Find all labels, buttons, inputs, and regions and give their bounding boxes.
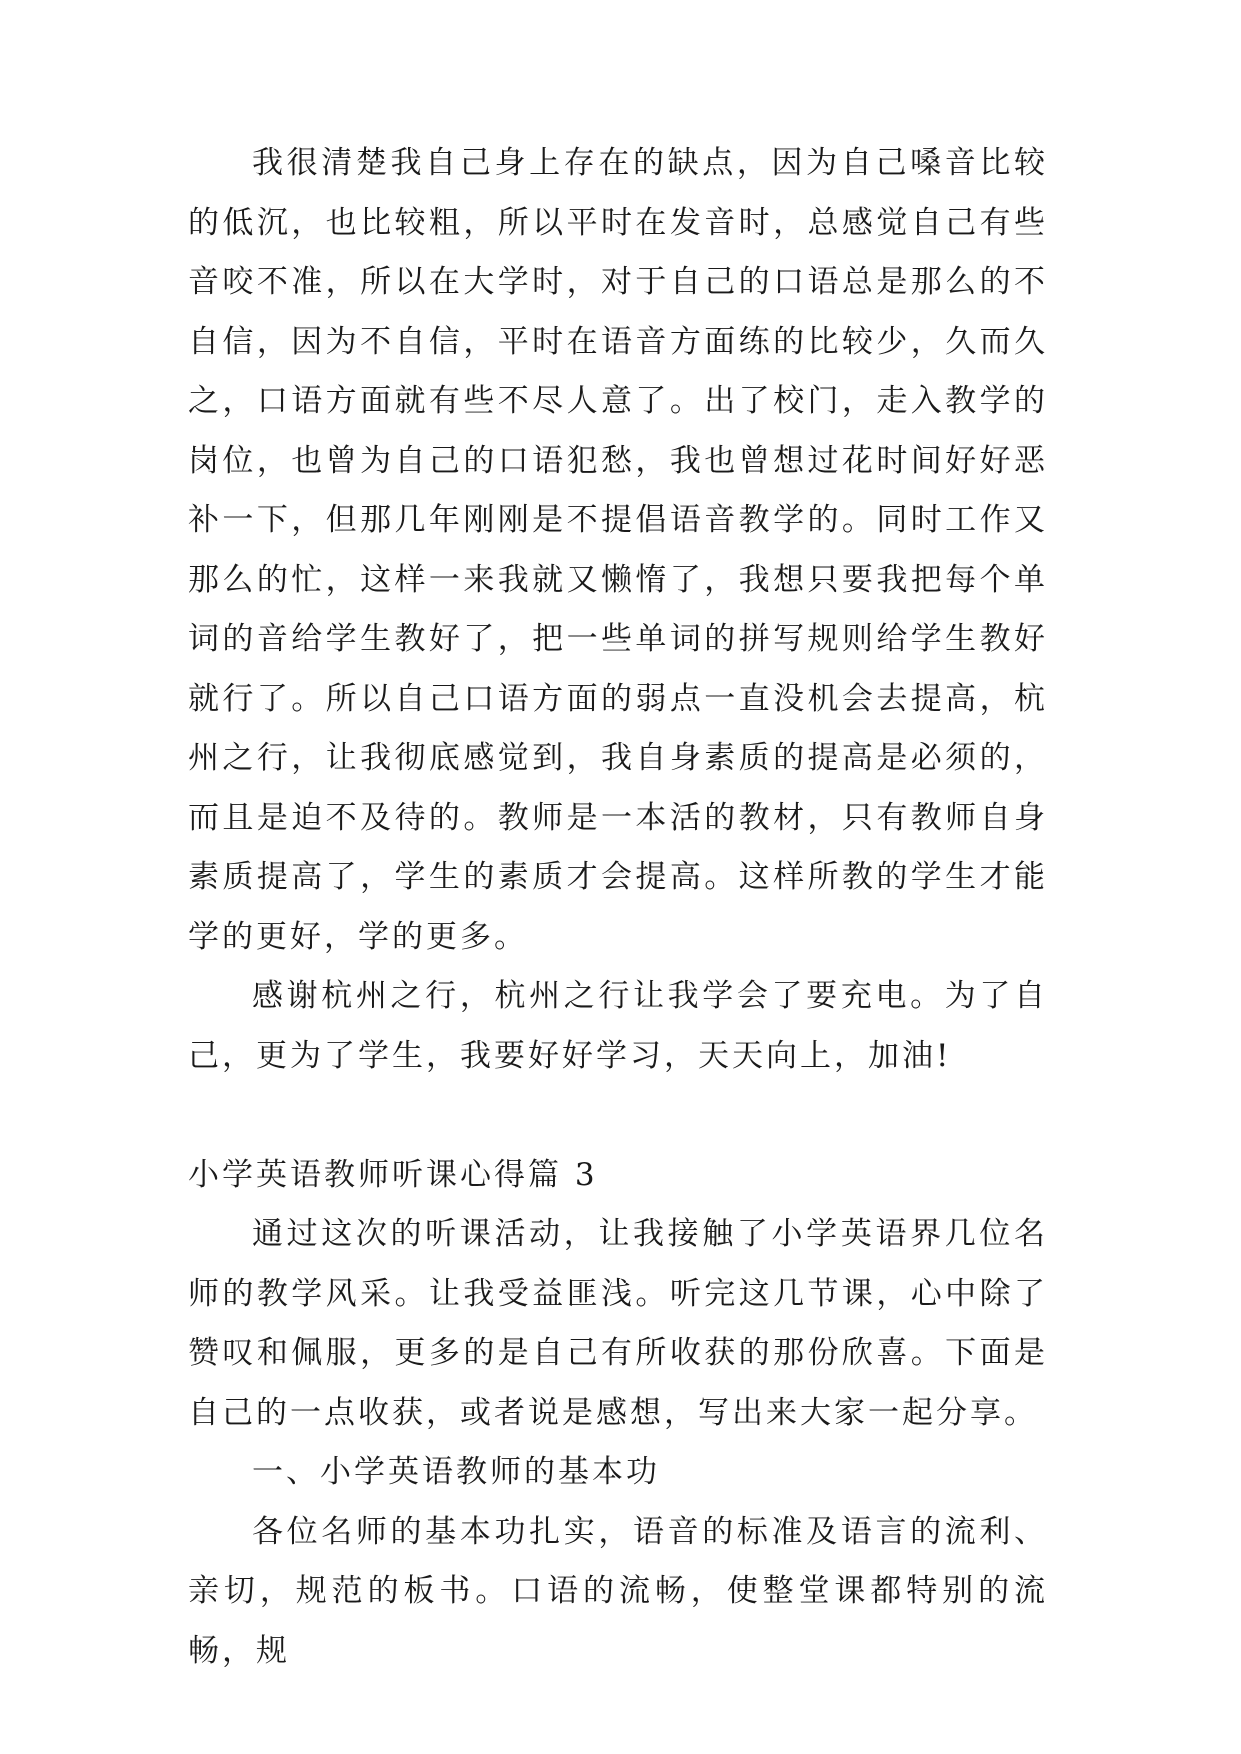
section-heading: 小学英语教师听课心得篇 3 (188, 1156, 598, 1193)
paragraph-basic-skills: 各位名师的基本功扎实，语音的标准及语言的流利、亲切，规范的板书。口语的流畅，使整堂课都特别的流畅，规 (188, 1513, 1048, 1669)
document-body (188, 134, 1048, 1681)
subheading-basic-skills: 一、小学英语教师的基本功 (252, 1454, 660, 1490)
section-gap (188, 1086, 1048, 1146)
paragraph-thanks-hangzhou: 感谢杭州之行，杭州之行让我学会了要充电。为了自己，更为了学生，我要好好学习，天天向上，加油! (188, 978, 1048, 1074)
paragraph-intro: 通过这次的听课活动，让我接触了小学英语界几位名师的教学风采。让我受益匪浅。听完这几节课，心中除了赞叹和佩服，更多的是自己有所收获的那份欣喜。下面是自己的一点收获，或者说是感想，写出来大家一起分享。 (188, 1216, 1048, 1431)
paragraph-shortcomings: 我很清楚我自己身上存在的缺点，因为自己嗓音比较的低沉，也比较粗，所以平时在发音时，总感觉自己有些音咬不准，所以在大学时，对于自己的口语总是那么的不自信，因为不自信，平时在语音方面练的比较少，久而久之，口语方面就有些不尽人意了。出了校门，走入教学的岗位，也曾为自己的口语犯愁，我也曾想过花时间好好恶补一下，但那几年刚刚是不提倡语音教学的。同时工作又那么的忙，这样一来我就又懒惰了，我想只要我把每个单词的音给学生教好了，把一些单词的拼写规则给学生教好就行了。所以自己口语方面的弱点一直没机会去提高，杭州之行，让我彻底感觉到，我自身素质的提高是必须的，而且是迫不及待的。教师是一本活的教材，只有教师自身素质提高了，学生的素质才会提高。这样所教的学生才能学的更好，学的更多。 (188, 145, 1048, 955)
